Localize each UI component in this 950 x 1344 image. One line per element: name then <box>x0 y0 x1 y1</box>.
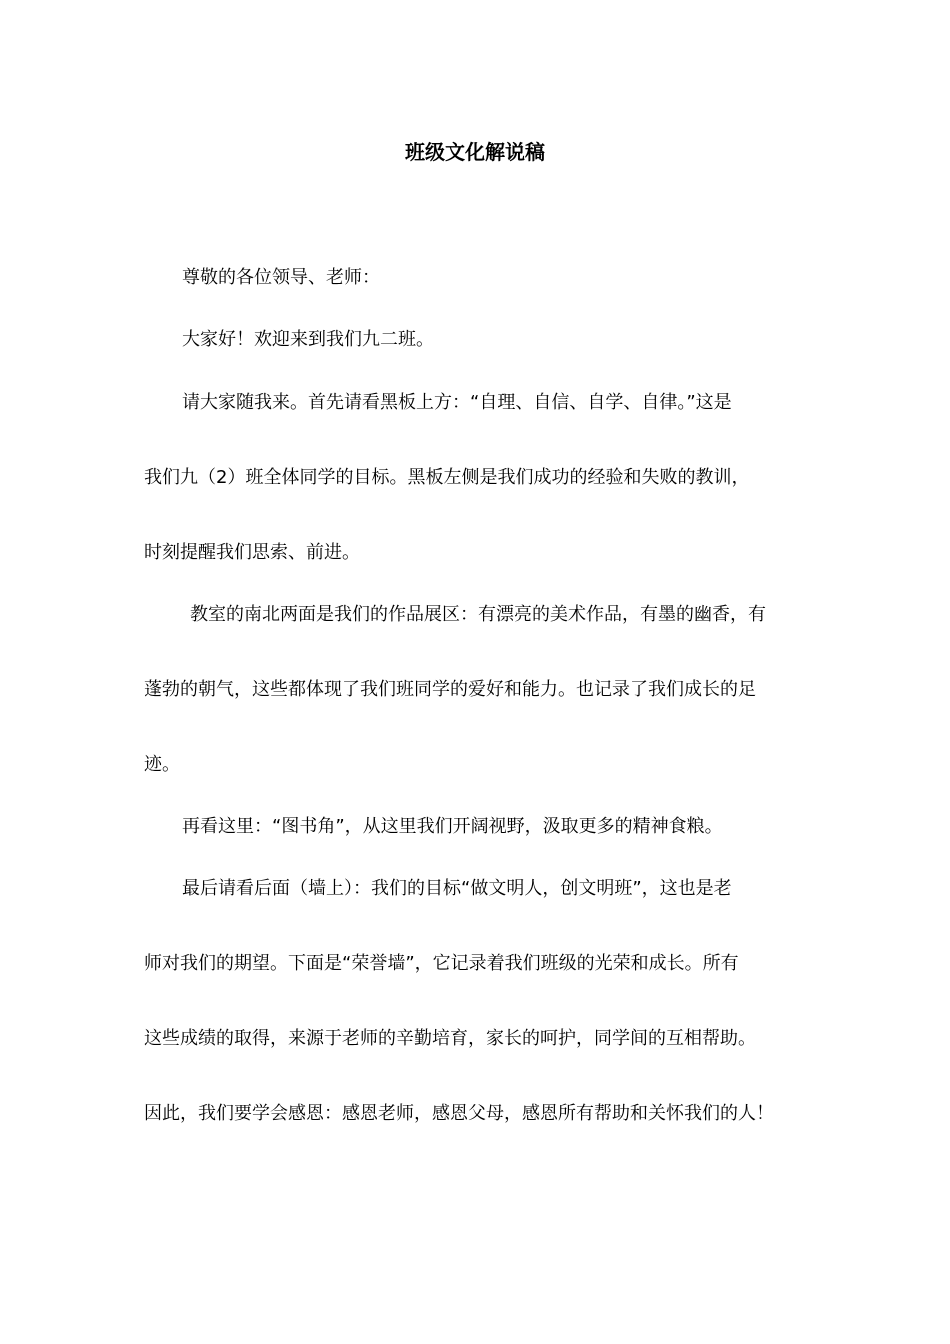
text-line-blackboard-3: 时刻提醒我们思索、前进。 <box>144 542 360 563</box>
document-title: 班级文化解说稿 <box>405 140 545 164</box>
text-line-blackboard-2: 我们九（2）班全体同学的目标。黑板左侧是我们成功的经验和失败的教训， <box>144 467 750 488</box>
text-line-exhibition-3: 迹。 <box>144 754 180 775</box>
text-line-blackboard-1: 请大家随我来。首先请看黑板上方：“自理、自信、自学、自律。”这是 <box>182 392 732 413</box>
text-line-greeting: 尊敬的各位领导、老师： <box>182 267 380 288</box>
text-line-wall-2: 师对我们的期望。下面是“荣誉墙”，它记录着我们班级的光荣和成长。所有 <box>144 953 739 974</box>
text-line-wall-3: 这些成绩的取得，来源于老师的辛勤培育，家长的呵护，同学间的互相帮助。 <box>144 1028 756 1049</box>
text-line-exhibition-2: 蓬勃的朝气，这些都体现了我们班同学的爱好和能力。也记录了我们成长的足 <box>144 679 756 700</box>
text-line-wall-1: 最后请看后面（墙上）：我们的目标“做文明人，创文明班”，这也是老 <box>182 878 732 899</box>
text-line-library: 再看这里：“图书角”，从这里我们开阔视野，汲取更多的精神食粮。 <box>182 816 723 837</box>
text-line-exhibition-1: 教室的南北两面是我们的作品展区：有漂亮的美术作品，有墨的幽香，有 <box>190 604 766 625</box>
text-line-gratitude: 因此，我们要学会感恩：感恩老师，感恩父母，感恩所有帮助和关怀我们的人！ <box>144 1103 774 1124</box>
text-line-welcome: 大家好！欢迎来到我们九二班。 <box>182 329 434 350</box>
